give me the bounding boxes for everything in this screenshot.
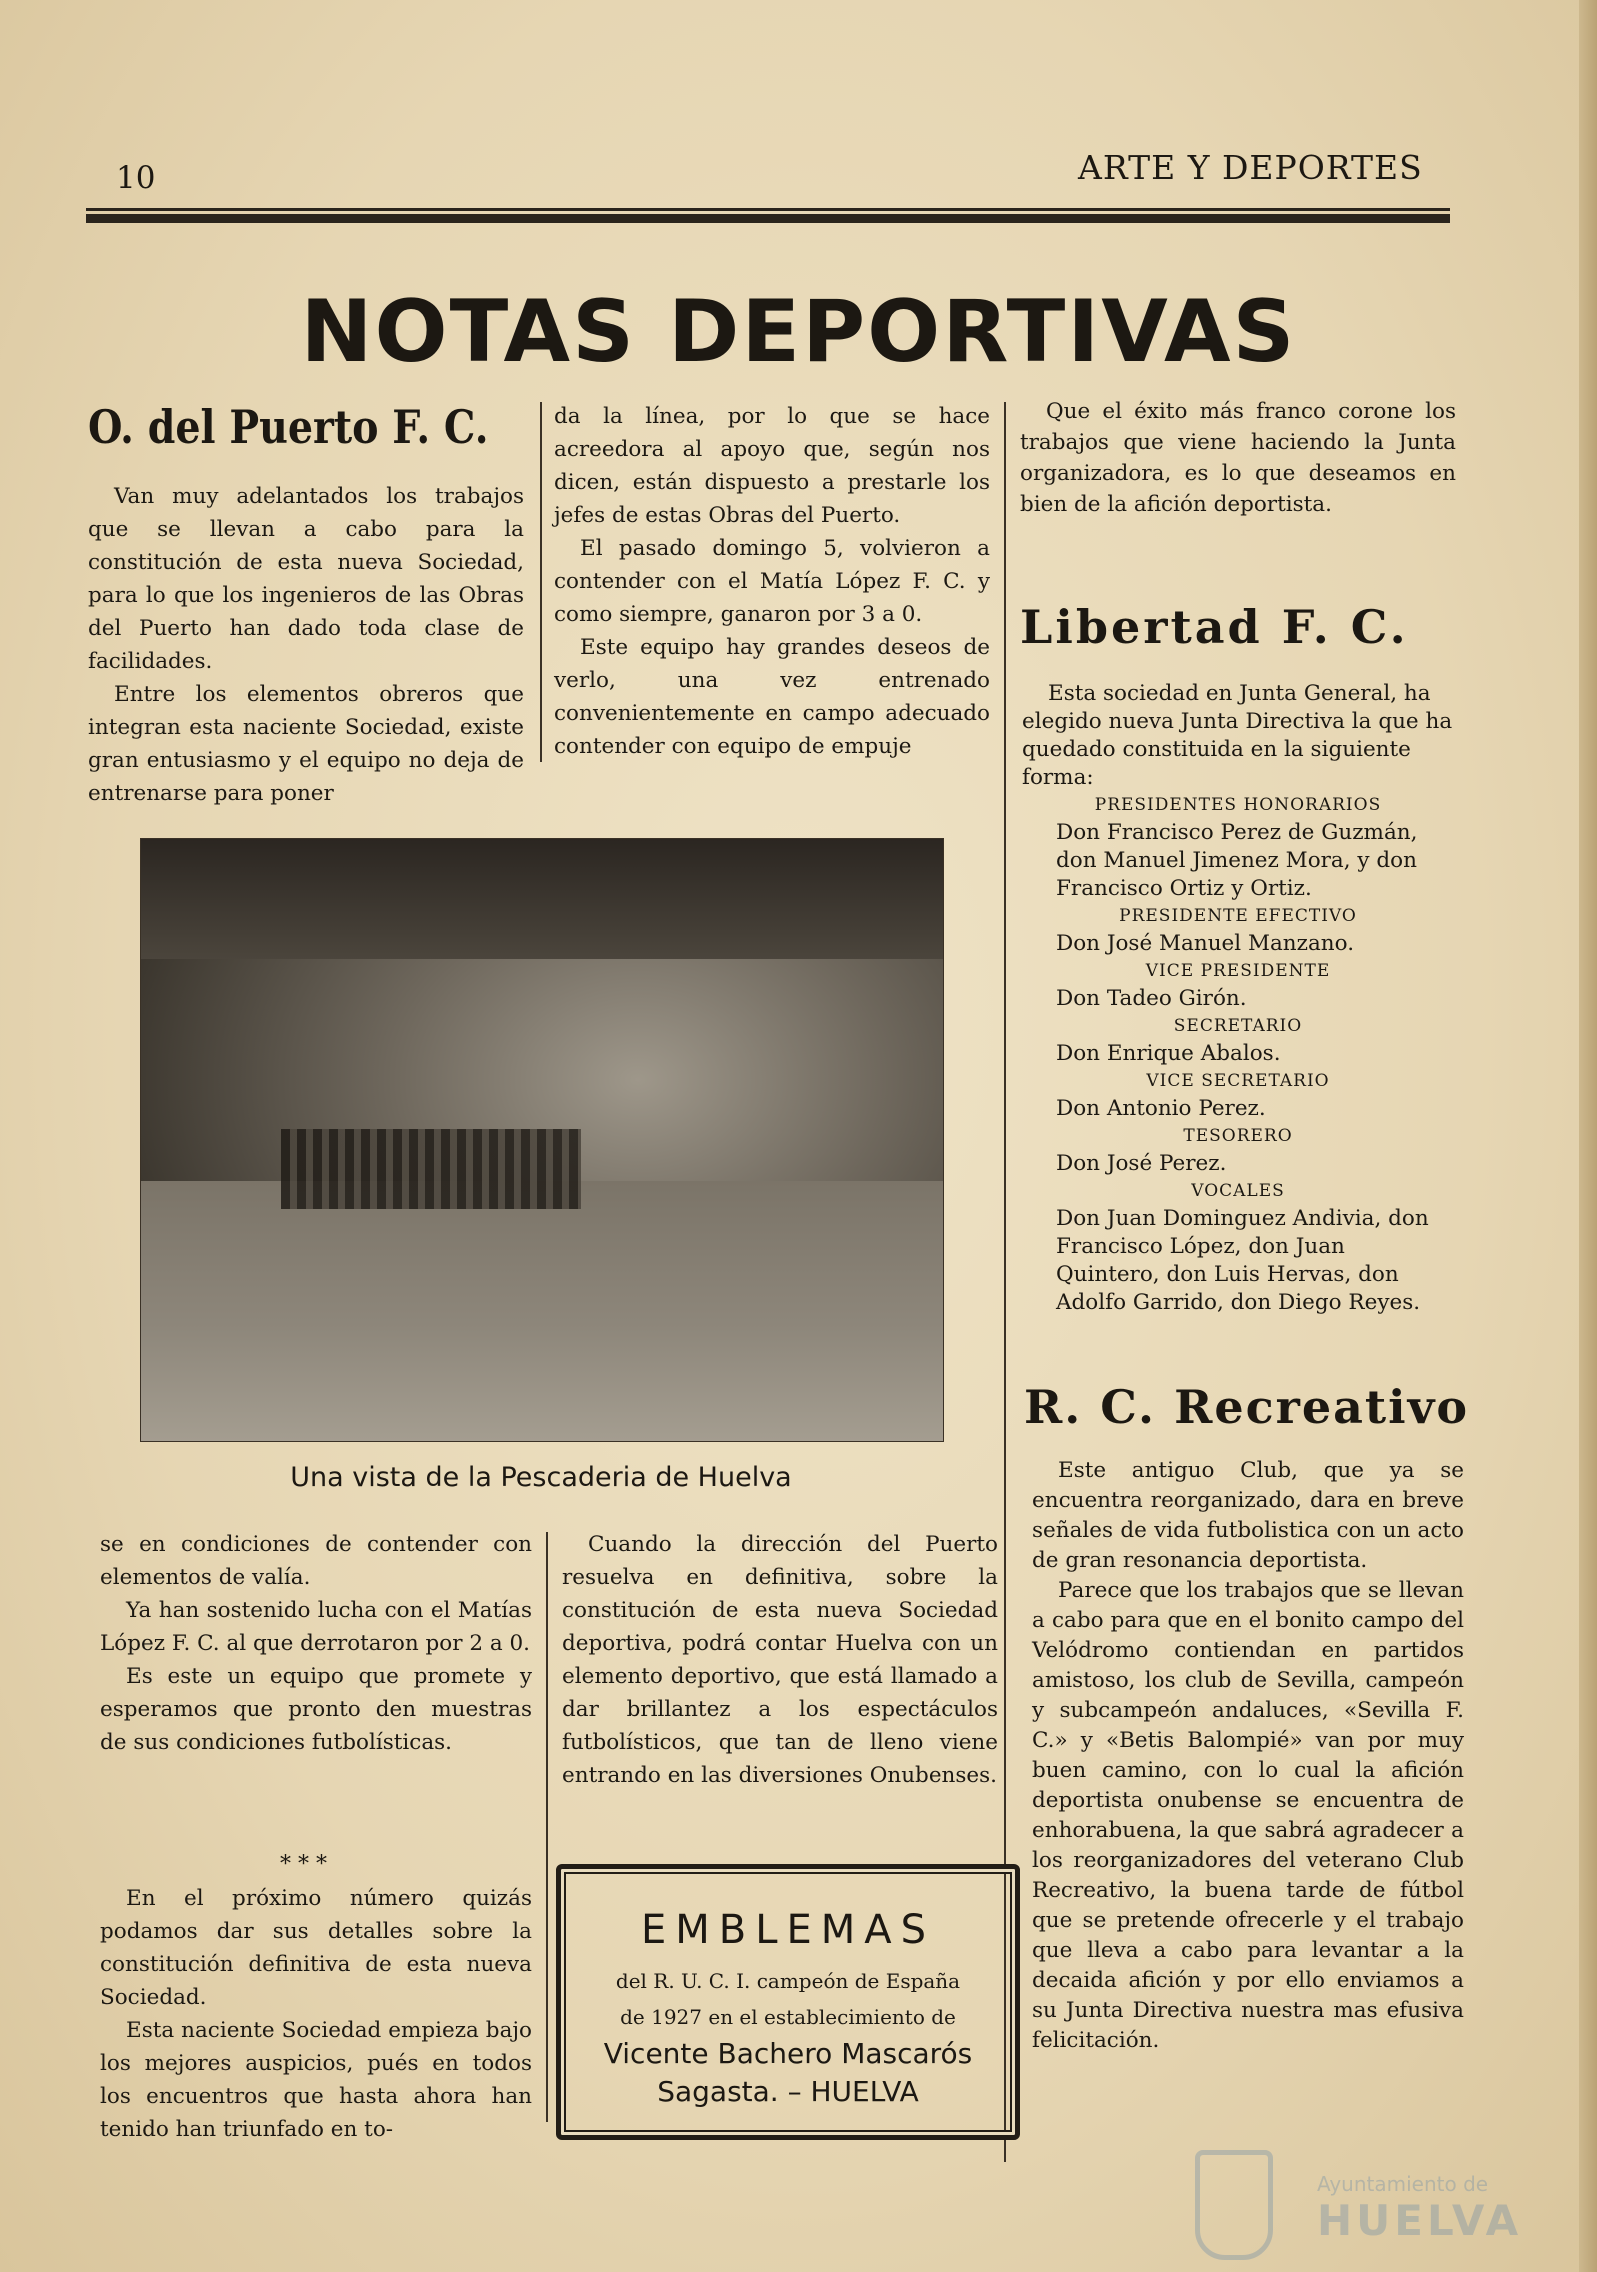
paragraph: Parece que los trabajos que se llevan a cabo para que en el bonito campo del Velódromo contiendan en partidos amistoso, los club de Sevilla, campeón y subcampeón andaluces, «Sevilla F. C.» y «Betis Balompié» van por muy buen camino, con lo cual la afición deportista onubense se encuentra de enhorabuena, la que sabrá agradecer a los reorganizadores del veterano Club Recreativo, la buena tarde de fútbol que se pretende ofrecerle y el trabajo que lleva a cabo para levantar a la decaida afición y por ello enviamos a su Junta Directiva nuestra mas efusiva felicitación.	[1032, 1578, 1464, 2053]
role-names: Don José Manuel Manzano.	[1056, 931, 1355, 956]
column-divider	[546, 1532, 548, 2122]
libertad-intro: Esta sociedad en Junta General, ha elegido nueva Junta Directiva la que ha quedado constituida en la siguiente forma:	[1022, 681, 1453, 790]
role-title: PRESIDENTES HONORARIOS	[1094, 795, 1382, 815]
separator-stars: * * *	[280, 1852, 327, 1877]
right-intro	[1020, 396, 1456, 520]
page-title: NOTAS DEPORTIVAS	[300, 282, 1297, 382]
puerto-column-2-continued	[562, 1528, 998, 1792]
photo-caption: Una vista de la Pescaderia de Huelva	[290, 1462, 792, 1493]
emblemas-advertisement	[556, 1864, 1020, 2140]
paragraph: Van muy adelantados los trabajos que se llevan a cabo para la constitución de esta nueva Sociedad, para lo que los ingenieros de las Obras del Puerto han dado toda clase de facilidades.	[88, 484, 524, 674]
paragraph: Este antiguo Club, que ya se encuentra reorganizado, dara en breve señales de vida futbolistica con un acto de gran resonancia deportista.	[1032, 1458, 1464, 1573]
pescaderia-photo	[140, 838, 944, 1442]
header-rule-thin	[86, 208, 1450, 211]
photo-floor	[141, 1181, 943, 1441]
role-names: Don Francisco Perez de Guzmán, don Manuel Jimenez Mora, y don Francisco Ortiz y Ortiz.	[1056, 820, 1418, 901]
ad-line-1: del R. U. C. I. campeón de España	[615, 1969, 961, 1993]
header-rule-thick	[86, 214, 1450, 223]
paragraph: Entre los elementos obreros que integran esta naciente Sociedad, existe gran entusiasmo y el equipo no deja de entrenarse para poner	[88, 682, 524, 806]
role-title: VICE SECRETARIO	[1146, 1071, 1330, 1091]
photo-crowd	[281, 1129, 581, 1209]
role-names: Don Tadeo Girón.	[1056, 986, 1247, 1011]
puerto-column-1	[88, 480, 524, 810]
ad-title: EMBLEMAS	[640, 1907, 936, 1953]
role-title: VICE PRESIDENTE	[1145, 961, 1331, 981]
paragraph: Esta naciente Sociedad empieza bajo los mejores auspicios, pués en todos los encuentros que hasta ahora han tenido han triunfado en to-	[100, 2018, 532, 2142]
ad-line-2: de 1927 en el establecimiento de	[620, 2005, 956, 2029]
role-names: Don Antonio Perez.	[1056, 1096, 1266, 1121]
ad-line-3: Vicente Bachero Mascarós	[603, 2037, 973, 2070]
role-title: VOCALES	[1191, 1181, 1285, 1201]
role-names: Don Juan Dominguez Andivia, don Francisco López, don Juan Quintero, don Luis Hervas, don Adolfo Garrido, don Diego Reyes.	[1056, 1206, 1429, 1315]
paragraph: Este equipo hay grandes deseos de verlo, una vez entrenado convenientemente en campo adecuado contender con equipo de empuje	[554, 635, 990, 759]
heading-obras-puerto: O. del Puerto F. C.	[88, 400, 489, 454]
role-title: SECRETARIO	[1173, 1016, 1303, 1036]
paragraph: El pasado domingo 5, volvieron a contender con el Matía López F. C. y como siempre, ganaron por 3 a 0.	[554, 536, 990, 627]
watermark-line-2: HUELVA	[1317, 2196, 1523, 2245]
watermark-line-1: Ayuntamiento de	[1317, 2172, 1489, 2196]
puerto-column-1-after	[100, 1882, 532, 2146]
libertad-junta	[1022, 680, 1454, 1317]
publication-name: ARTE Y DEPORTES	[1078, 148, 1423, 187]
paragraph: Que el éxito más franco corone los trabajos que viene haciendo la Junta organizadora, es lo que deseamos en bien de la afición deportista.	[1020, 399, 1456, 517]
role-title: TESORERO	[1183, 1126, 1293, 1146]
paragraph: Es este un equipo que promete y esperamos que pronto den muestras de sus condiciones futbolísticas.	[100, 1664, 532, 1755]
paragraph: se en condiciones de contender con elementos de valía.	[100, 1532, 532, 1590]
paragraph: Cuando la dirección del Puerto resuelva en definitiva, sobre la constitución de esta nueva Sociedad deportiva, podrá contar Huelva con un elemento deportivo, que está llamado a dar brillantez a los espectáculos futbolísticos, que tan de lleno viene entrando en las diversiones Onubenses.	[562, 1532, 998, 1788]
page-number: 10	[116, 160, 156, 196]
role-title: PRESIDENTE EFECTIVO	[1119, 906, 1357, 926]
role-names: Don Enrique Abalos.	[1056, 1041, 1281, 1066]
heading-libertad: Libertad F. C.	[1020, 600, 1409, 654]
ad-line-4: Sagasta. – HUELVA	[657, 2075, 919, 2108]
photo-roof	[141, 839, 943, 959]
paragraph: da la línea, por lo que se hace acreedora al apoyo que, según nos dicen, están dispuesto a prestarle los jefes de estas Obras del Puerto.	[554, 404, 990, 528]
role-names: Don José Perez.	[1056, 1151, 1227, 1176]
paragraph: Ya han sostenido lucha con el Matías López F. C. al que derrotaron por 2 a 0.	[100, 1598, 532, 1656]
puerto-column-1-continued	[100, 1528, 532, 1759]
paragraph: En el próximo número quizás podamos dar sus detalles sobre la constitución definitiva de esta nueva Sociedad.	[100, 1886, 532, 2010]
puerto-column-2	[554, 400, 990, 763]
heading-recreativo: R. C. Recreativo	[1024, 1380, 1470, 1434]
ayuntamiento-watermark	[1195, 2150, 1525, 2250]
column-divider	[540, 402, 542, 762]
shield-icon	[1195, 2150, 1273, 2260]
recreativo-column	[1032, 1456, 1464, 2056]
